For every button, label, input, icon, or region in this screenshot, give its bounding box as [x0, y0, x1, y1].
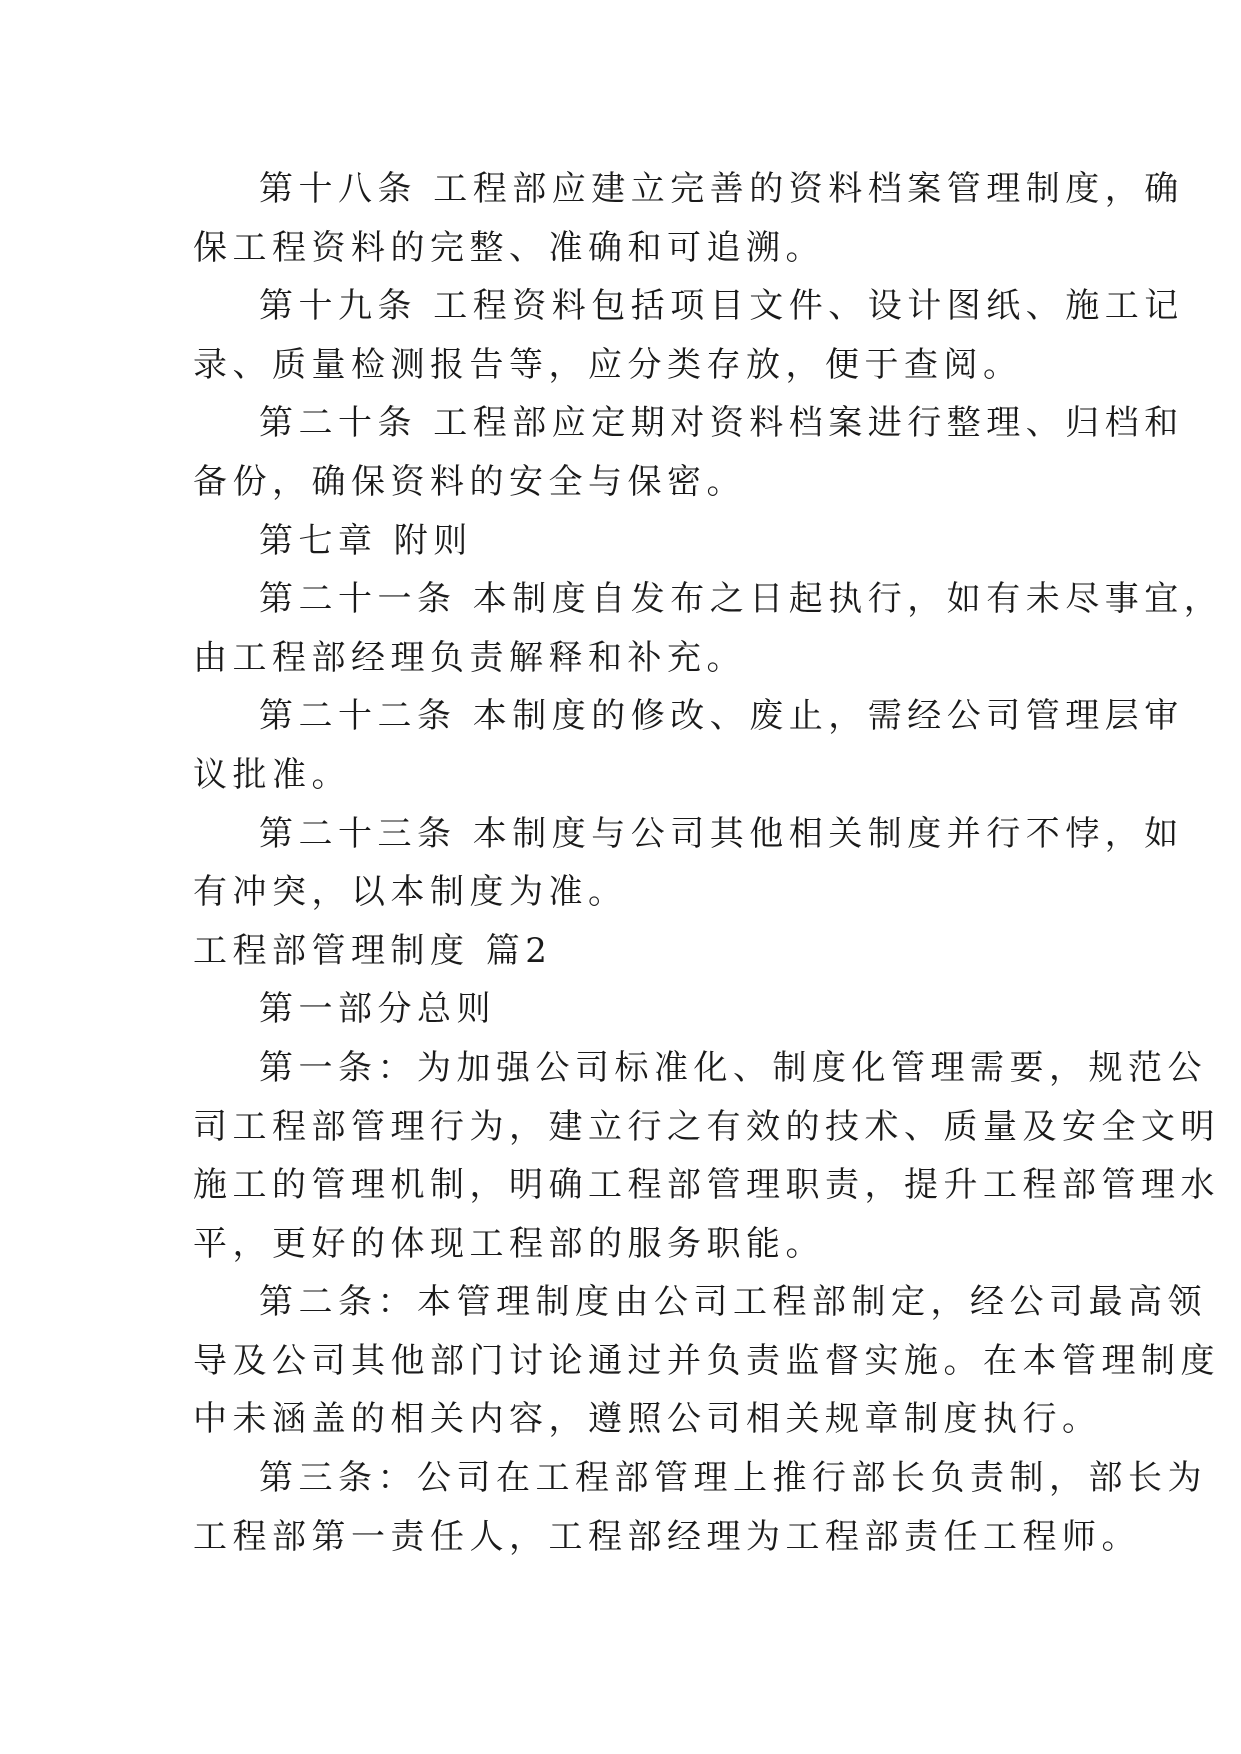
- text-line: 平，更好的体现工程部的服务职能。: [193, 1223, 825, 1264]
- text-line: 司工程部管理行为，建立行之有效的技术、质量及安全文明: [193, 1106, 1220, 1147]
- text-line: 议批准。: [193, 754, 351, 795]
- text-line: 有冲突，以本制度为准。: [193, 872, 628, 913]
- text-line: 第二条：本管理制度由公司工程部制定，经公司最高领: [259, 1282, 1207, 1323]
- text-line: 导及公司其他部门讨论通过并负责监督实施。在本管理制度: [193, 1340, 1220, 1381]
- text-line: 备份，确保资料的安全与保密。: [193, 461, 746, 502]
- text-line: 录、质量检测报告等，应分类存放，便于查阅。: [193, 344, 1023, 385]
- document-body: [193, 160, 1224, 1566]
- text-line: 第二十条 工程部应定期对资料档案进行整理、归档和: [259, 403, 1184, 444]
- text-line: 第一条：为加强公司标准化、制度化管理需要，规范公: [259, 1047, 1207, 1088]
- part-heading: 第一部分总则: [259, 989, 496, 1030]
- text-line: 第十八条 工程部应建立完善的资料档案管理制度，确: [259, 169, 1184, 209]
- text-line: 保工程资料的完整、准确和可追溯。: [193, 227, 825, 268]
- text-line: 由工程部经理负责解释和补充。: [193, 637, 746, 678]
- text-line: 第二十一条 本制度自发布之日起执行，如有未尽事宜，: [259, 579, 1224, 620]
- text-line: 第二十三条 本制度与公司其他相关制度并行不悖，如: [259, 813, 1184, 854]
- text-line: 第二十二条 本制度的修改、废止，需经公司管理层审: [259, 696, 1184, 737]
- text-line: 施工的管理机制，明确工程部管理职责，提升工程部管理水: [193, 1165, 1220, 1206]
- section-title: 工程部管理制度 篇2: [193, 930, 553, 971]
- text-line: 中未涵盖的相关内容，遵照公司相关规章制度执行。: [193, 1399, 1102, 1440]
- chapter-heading: 第七章 附则: [259, 520, 473, 561]
- text-line: 工程部第一责任人，工程部经理为工程部责任工程师。: [193, 1516, 1141, 1557]
- text-line: 第十九条 工程资料包括项目文件、设计图纸、施工记: [259, 286, 1184, 327]
- text-line: 第三条：公司在工程部管理上推行部长负责制，部长为: [259, 1458, 1207, 1499]
